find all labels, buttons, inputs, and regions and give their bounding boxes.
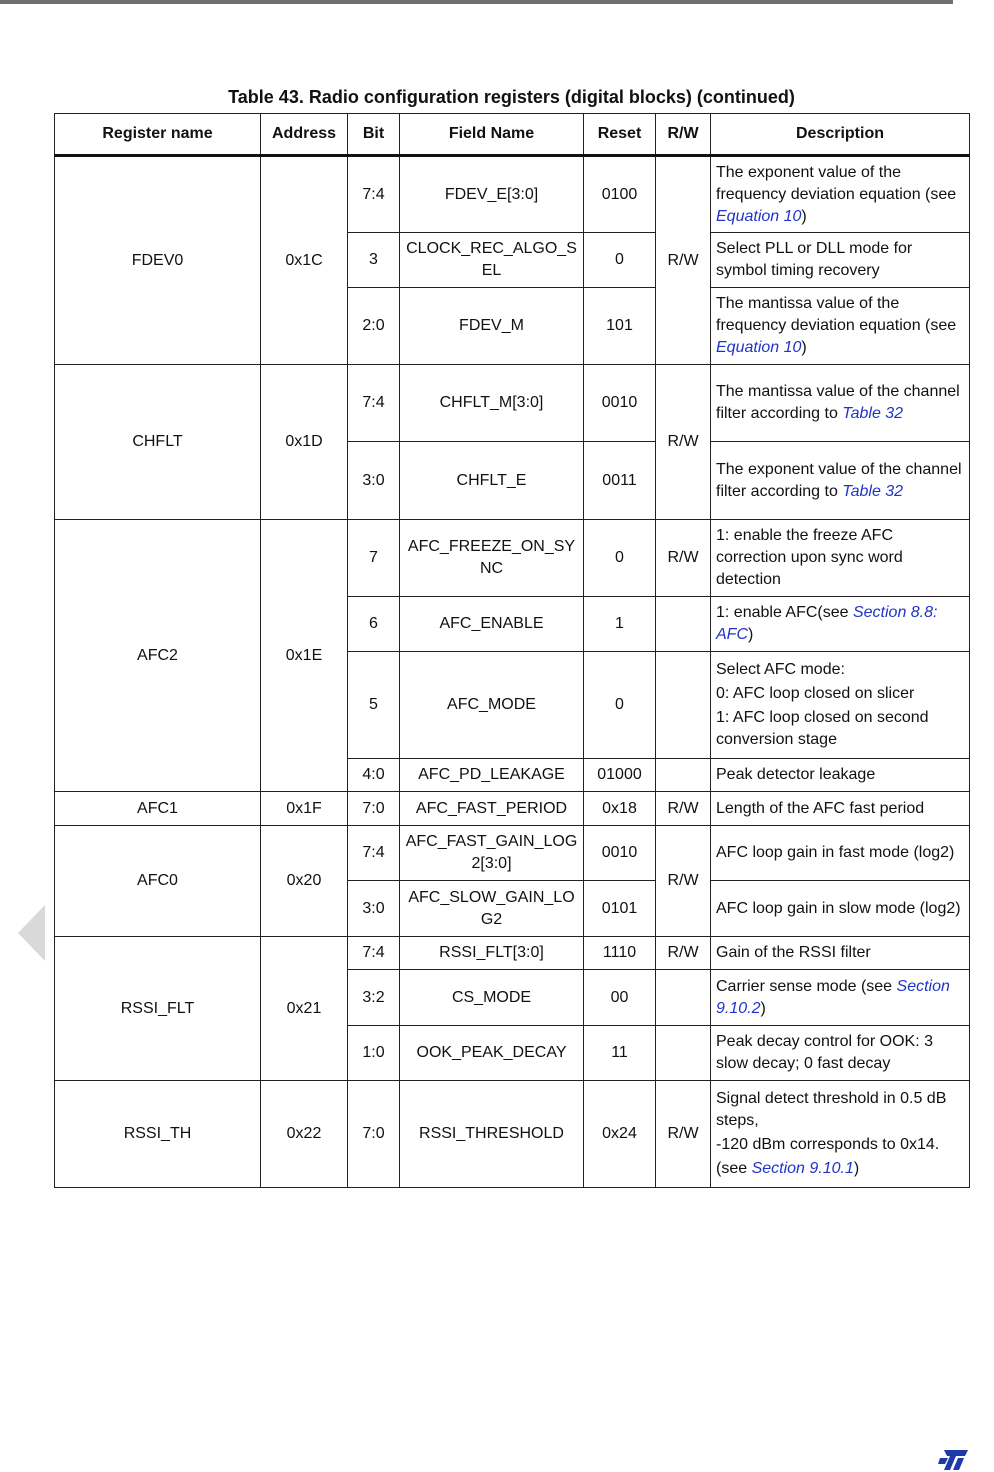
rw-cell [656,970,711,1026]
description-cell: 1: enable the freeze AFC correction upon sync word detection [711,520,970,597]
bit-cell: 7:0 [348,1081,400,1188]
reset-cell: 0010 [584,365,656,442]
bit-cell: 3:0 [348,442,400,520]
reset-cell: 1110 [584,937,656,970]
section-link[interactable]: Section 8.8: AFC [716,604,938,643]
reset-cell: 0 [584,520,656,597]
rw-cell: R/W [656,792,711,826]
table-row [55,365,970,442]
description-cell [711,597,970,652]
description-cell: Select PLL or DLL mode for symbol timing recovery [711,233,970,288]
description-cell: Gain of the RSSI filter [711,937,970,970]
description-cell [711,442,970,520]
field-name-cell: AFC_FREEZE_ON_SYNC [400,520,584,597]
field-name-cell: CS_MODE [400,970,584,1026]
description-cell [711,970,970,1026]
header-bit: Bit [348,114,400,156]
register-name: AFC1 [55,792,261,826]
reset-cell: 0010 [584,826,656,881]
header-rw: R/W [656,114,711,156]
bit-cell: 2:0 [348,288,400,365]
reset-cell: 101 [584,288,656,365]
description-line: Select AFC mode: [716,661,845,678]
reset-cell: 0x18 [584,792,656,826]
equation-link[interactable]: Equation 10 [716,207,802,225]
register-name: RSSI_TH [55,1081,261,1188]
description-text: 1: enable AFC(see [716,604,853,621]
description-text: ) [801,339,807,356]
st-logo-icon [938,1448,968,1470]
previous-page-arrow-icon[interactable] [18,905,45,961]
description-cell [711,652,970,759]
description-cell [711,365,970,442]
description-cell: Length of the AFC fast period [711,792,970,826]
register-address: 0x1D [261,365,348,520]
field-name-cell: AFC_SLOW_GAIN_LOG2 [400,881,584,937]
bit-cell: 1:0 [348,1026,400,1081]
rw-cell: R/W [656,826,711,937]
rw-cell [656,652,711,759]
rw-cell: R/W [656,156,711,365]
field-name-cell: RSSI_THRESHOLD [400,1081,584,1188]
field-name-cell: AFC_ENABLE [400,597,584,652]
section-link[interactable]: Section 9.10.2 [716,977,950,1017]
field-name-cell: FDEV_E[3:0] [400,156,584,233]
description-text: The exponent value of the frequency deviation equation (see [716,163,957,203]
reset-cell: 1 [584,597,656,652]
section-link[interactable]: Section 9.10.1 [751,1160,854,1177]
description-line [716,1158,965,1180]
table-row [55,520,970,597]
reset-cell: 0 [584,652,656,759]
reset-cell: 0 [584,233,656,288]
description-cell: AFC loop gain in slow mode (log2) [711,881,970,937]
rw-cell: R/W [656,365,711,520]
description-text: Carrier sense mode (see [716,977,897,995]
description-cell [711,156,970,233]
register-address: 0x1C [261,156,348,365]
table-row [55,792,970,826]
header-description: Description [711,114,970,156]
description-text: (see [716,1160,752,1177]
register-name: CHFLT [55,365,261,520]
description-text: ) [801,207,807,225]
reset-cell: 0101 [584,881,656,937]
reset-cell: 11 [584,1026,656,1081]
field-name-cell: AFC_MODE [400,652,584,759]
description-line: -120 dBm corresponds to 0x14. [716,1136,940,1153]
field-name-cell: AFC_FAST_GAIN_LOG2[3:0] [400,826,584,881]
register-address: 0x21 [261,937,348,1081]
bit-cell: 3:2 [348,970,400,1026]
table-row [55,156,970,233]
bit-cell: 7:4 [348,156,400,233]
reset-cell: 0100 [584,156,656,233]
field-name-cell: OOK_PEAK_DECAY [400,1026,584,1081]
register-name: AFC0 [55,826,261,937]
bit-cell: 7:0 [348,792,400,826]
register-table [54,113,970,1188]
table-caption: Table 43. Radio configuration registers (digital blocks) (continued) [228,87,795,107]
rw-cell [656,759,711,792]
rw-cell: R/W [656,937,711,970]
description-line: 1: AFC loop closed on second conversion stage [716,709,929,748]
bit-cell: 3 [348,233,400,288]
register-address: 0x1E [261,520,348,792]
equation-link[interactable]: Equation 10 [716,339,802,356]
field-name-cell: CHFLT_E [400,442,584,520]
description-line: Signal detect threshold in 0.5 dB steps, [716,1090,947,1129]
field-name-cell: FDEV_M [400,288,584,365]
table-row [55,826,970,881]
bit-cell: 5 [348,652,400,759]
rw-cell: R/W [656,1081,711,1188]
header-register-name: Register name [55,114,261,156]
header-row [55,114,970,156]
table-link[interactable]: Table 32 [842,482,904,500]
table-link[interactable]: Table 32 [842,405,904,422]
field-name-cell: CLOCK_REC_ALGO_SEL [400,233,584,288]
bit-cell: 7 [348,520,400,597]
register-name: AFC2 [55,520,261,792]
description-text: The mantissa value of the frequency deviation equation (see [716,295,957,334]
reset-cell: 0011 [584,442,656,520]
register-address: 0x22 [261,1081,348,1188]
description-cell: Peak decay control for OOK: 3 slow decay; 0 fast decay [711,1026,970,1081]
description-text: The mantissa value of the channel filter according to [716,383,960,422]
field-name-cell: RSSI_FLT[3:0] [400,937,584,970]
table-row [55,1081,970,1188]
description-cell: Peak detector leakage [711,759,970,792]
header-reset: Reset [584,114,656,156]
description-cell [711,288,970,365]
description-text: ) [853,1160,860,1177]
reset-cell: 0x24 [584,1081,656,1188]
rw-cell: R/W [656,520,711,597]
description-cell [711,1081,970,1188]
reset-cell: 01000 [584,759,656,792]
register-address: 0x20 [261,826,348,937]
reset-cell: 00 [584,970,656,1026]
bit-cell: 4:0 [348,759,400,792]
header-address: Address [261,114,348,156]
field-name-cell: AFC_FAST_PERIOD [400,792,584,826]
register-name: FDEV0 [55,156,261,365]
field-name-cell: CHFLT_M[3:0] [400,365,584,442]
field-name-cell: AFC_PD_LEAKAGE [400,759,584,792]
description-line: 0: AFC loop closed on slicer [716,685,915,702]
register-address: 0x1F [261,792,348,826]
description-text: The exponent value of the channel filter according to [716,460,962,500]
description-cell: AFC loop gain in fast mode (log2) [711,826,970,881]
bit-cell: 7:4 [348,365,400,442]
header-field-name: Field Name [400,114,584,156]
register-name: RSSI_FLT [55,937,261,1081]
rw-cell [656,1026,711,1081]
bit-cell: 6 [348,597,400,652]
bit-cell: 7:4 [348,937,400,970]
description-text: ) [748,626,754,643]
description-text: ) [760,999,766,1017]
bit-cell: 3:0 [348,881,400,937]
bit-cell: 7:4 [348,826,400,881]
table-row [55,937,970,970]
rw-cell [656,597,711,652]
top-rule [0,0,953,4]
